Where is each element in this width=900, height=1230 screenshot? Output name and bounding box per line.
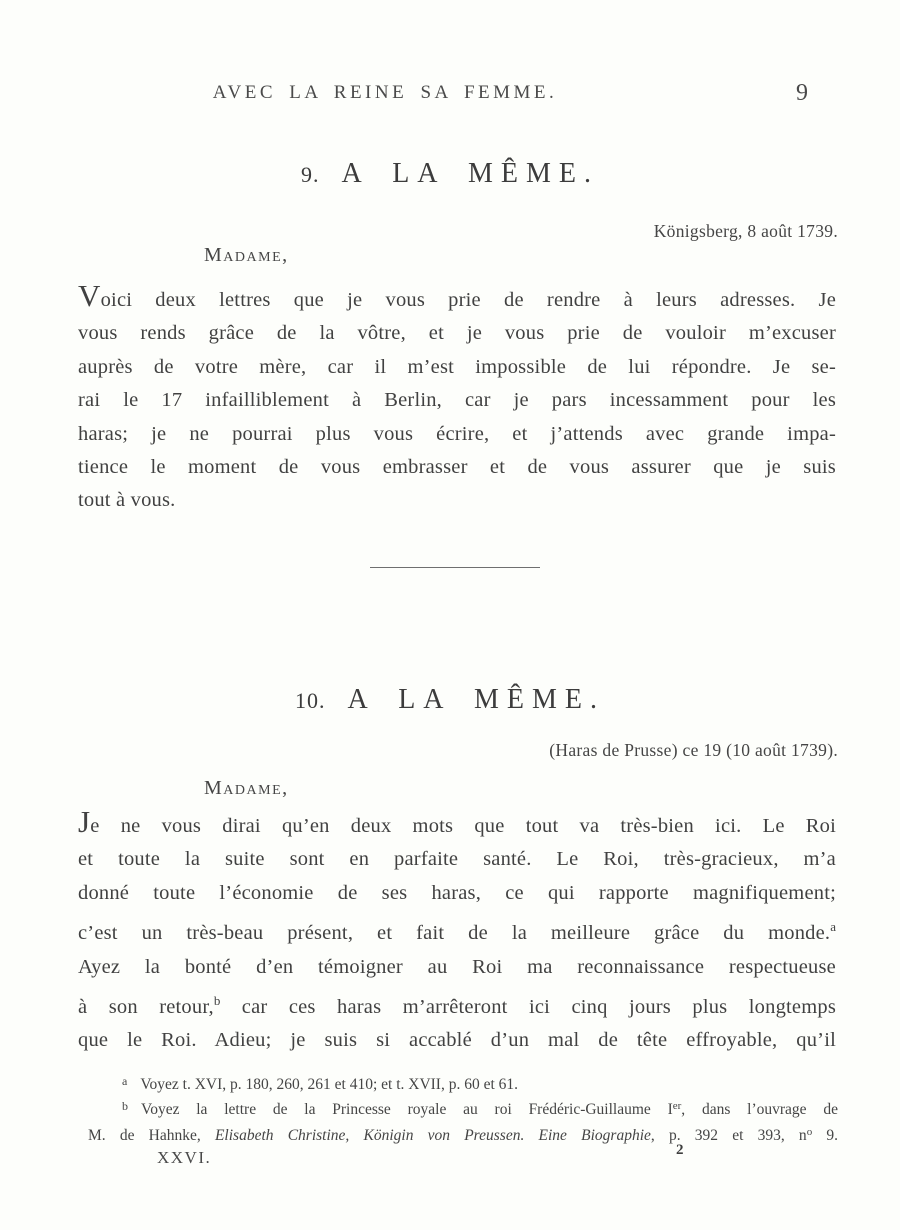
letter-10-dateline: (Haras de Prusse) ce 19 (10 août 1739). <box>549 740 838 760</box>
letter-9-body <box>78 278 836 518</box>
text-line: auprès de votre mère, car il m’est impossible de lui répondre. Je se- <box>78 355 836 378</box>
footnote-b2-end: 9. <box>812 1127 839 1144</box>
footnote-b2-start: M. de Hahnke, <box>88 1127 215 1144</box>
footnote-a-text: Voyez t. XVI, p. 180, 260, 261 et 410; et t. XVII, p. 60 et 61. <box>140 1076 519 1093</box>
ordinal-superscript: er <box>672 1100 682 1112</box>
volume-signature-mark: XXVI. <box>157 1148 212 1167</box>
text-line-content: oici deux lettres que je vous prie de rendre à leurs adresses. Je <box>100 289 836 311</box>
footnote-b-line2 <box>88 1121 838 1147</box>
footnote-reference-a: a <box>830 919 836 935</box>
letter-9-dateline: Königsberg, 8 août 1739. <box>653 221 838 241</box>
text-line <box>78 984 836 1024</box>
text-line: Ayez la bonté d’en témoigner au Roi ma reconnaissance respectueuse <box>78 955 836 978</box>
letter-10-heading <box>0 684 900 716</box>
footnote-b-line1 <box>88 1095 838 1121</box>
letter-10-number: 10. <box>295 688 326 713</box>
text-line: donné toute l’économie de ses haras, ce qui rapporte magnifiquement; <box>78 881 836 904</box>
page-number: 9 <box>796 80 808 106</box>
footnote-a-marker: a <box>122 1074 128 1088</box>
letter-9-salutation: Madame, <box>204 244 289 266</box>
footnote-b-text-after: , dans l’ouvrage de <box>681 1101 838 1118</box>
footnote-b-marker: b <box>122 1099 128 1113</box>
drop-initial: V <box>78 278 101 313</box>
text-line: tience le moment de vous embrasser et de vous assurer que je suis <box>78 456 836 479</box>
letter-10-title: A LA MÊME. <box>347 684 605 715</box>
letter-9-heading <box>0 158 900 190</box>
book-title-italic: Elisabeth Christine, Königin von Preussen. Eine Biographie <box>214 1127 651 1144</box>
text-line-content: c’est un très-beau présent, et fait de la meilleure grâce du monde. <box>78 922 831 945</box>
letter-10-salutation: Madame, <box>204 777 289 799</box>
text-line: haras; je ne pourrai plus vous écrire, et j’attends avec grande impa- <box>78 422 836 445</box>
text-line: vous rends grâce de la vôtre, et je vous prie de vouloir m’excuser <box>78 322 836 345</box>
sheet-number: 2 <box>676 1142 684 1158</box>
running-header: AVEC LA REINE SA FEMME. <box>212 82 558 103</box>
section-divider <box>370 567 540 568</box>
footnote-b-text: Voyez la lettre de la Princesse royale au roi Frédéric-Guillaume I <box>141 1101 673 1118</box>
text-line-content: à son retour, <box>78 996 214 1019</box>
footnote-reference-b: b <box>213 993 221 1009</box>
text-line: et toute la suite sont en parfaite santé. Le Roi, très-gracieux, m’a <box>78 848 836 871</box>
text-line <box>78 278 836 317</box>
text-line-content: car ces haras m’arrêteront ici cinq jours plus longtemps <box>220 996 836 1019</box>
text-line: que le Roi. Adieu; je suis si accablé d’un mal de tête effroyable, qu’il <box>78 1029 836 1052</box>
text-line: tout à vous. <box>78 489 176 512</box>
text-line <box>78 804 836 843</box>
letter-10-body <box>78 804 836 1058</box>
letter-9-title: A LA MÊME. <box>341 158 599 189</box>
text-line-content: e ne vous dirai qu’en deux mots que tout va très-bien ici. Le Roi <box>90 815 836 837</box>
numero-superscript: o <box>806 1126 813 1138</box>
text-line <box>78 910 836 950</box>
text-line: rai le 17 infailliblement à Berlin, car je pars incessamment pour les <box>78 389 836 412</box>
footnote-b2-mid: , p. 392 et 393, n <box>650 1127 807 1144</box>
drop-initial: J <box>78 804 91 839</box>
footnote-a <box>88 1070 838 1096</box>
letter-9-number: 9. <box>301 162 320 187</box>
